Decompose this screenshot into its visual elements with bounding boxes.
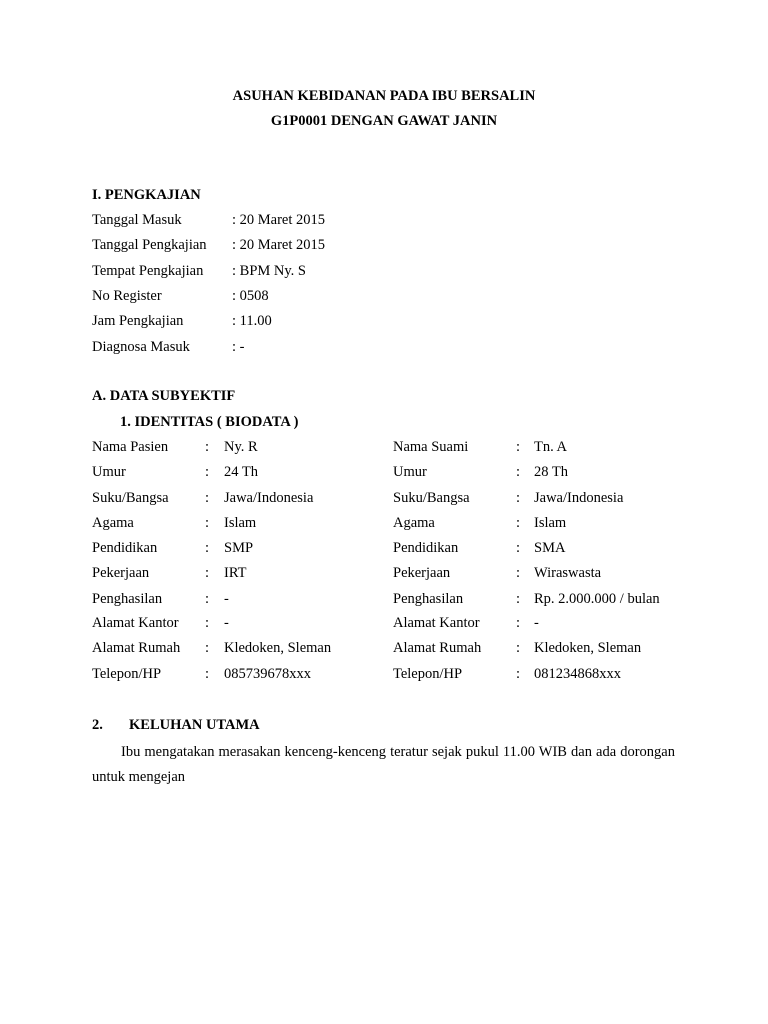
colon: : (205, 591, 210, 607)
section-data-subyektif-heading: A. DATA SUBYEKTIF (92, 388, 236, 404)
info-label: Tanggal Masuk (92, 212, 182, 228)
info-value: : 20 Maret 2015 (232, 212, 326, 228)
husband-value: Tn. A (534, 439, 568, 455)
colon: : (205, 515, 210, 531)
patient-label: Suku/Bangsa (92, 490, 169, 506)
patient-label: Agama (92, 515, 134, 531)
husband-label: Pekerjaan (393, 565, 451, 581)
colon: : (516, 565, 521, 581)
husband-value: Islam (534, 515, 567, 531)
subsection-identitas-heading: 1. IDENTITAS ( BIODATA ) (120, 414, 299, 430)
husband-label: Pendidikan (393, 540, 459, 556)
keluhan-number: 2. (92, 717, 103, 733)
patient-value: Kledoken, Sleman (224, 640, 332, 656)
patient-value: - (224, 591, 229, 607)
info-label: Diagnosa Masuk (92, 339, 190, 355)
colon: : (516, 666, 521, 682)
info-value: : 11.00 (232, 313, 272, 329)
patient-label: Alamat Rumah (92, 640, 181, 656)
colon: : (205, 540, 210, 556)
patient-label: Alamat Kantor (92, 615, 179, 631)
colon: : (205, 439, 210, 455)
patient-label: Umur (92, 464, 126, 480)
info-label: Tempat Pengkajian (92, 263, 204, 279)
document-subtitle: G1P0001 DENGAN GAWAT JANIN (270, 113, 498, 129)
info-label: Jam Pengkajian (92, 313, 184, 329)
husband-value: Kledoken, Sleman (534, 640, 642, 656)
colon: : (205, 565, 210, 581)
colon: : (516, 490, 521, 506)
colon: : (205, 666, 210, 682)
husband-value: Rp. 2.000.000 / bulan (534, 591, 660, 607)
husband-label: Agama (393, 515, 435, 531)
husband-value: - (534, 615, 539, 631)
husband-label: Alamat Rumah (393, 640, 482, 656)
patient-value: IRT (224, 565, 247, 581)
info-value: : - (232, 339, 245, 355)
colon: : (205, 464, 210, 480)
husband-value: 28 Th (534, 464, 568, 480)
patient-value: Islam (224, 515, 257, 531)
husband-label: Telepon/HP (393, 666, 463, 682)
document-title: ASUHAN KEBIDANAN PADA IBU BERSALIN (232, 88, 536, 104)
colon: : (516, 591, 521, 607)
patient-value: Jawa/Indonesia (224, 490, 314, 506)
colon: : (205, 490, 210, 506)
colon: : (516, 615, 521, 631)
husband-label: Alamat Kantor (393, 615, 480, 631)
keluhan-paragraph: Ibu mengatakan merasakan kenceng-kenceng teratur sejak pukul 11.00 WIB dan ada dorongan untuk mengejan (92, 744, 675, 785)
husband-label: Penghasilan (393, 591, 464, 607)
info-label: No Register (92, 288, 162, 304)
colon: : (205, 640, 210, 656)
patient-value: 085739678xxx (224, 666, 311, 682)
colon: : (516, 540, 521, 556)
patient-value: SMP (224, 540, 254, 556)
patient-label: Pekerjaan (92, 565, 150, 581)
husband-label: Umur (393, 464, 427, 480)
info-value: : 20 Maret 2015 (232, 237, 326, 253)
patient-value: Ny. R (224, 439, 258, 455)
keluhan-heading: KELUHAN UTAMA (129, 717, 260, 733)
husband-label: Nama Suami (393, 439, 469, 455)
section-pengkajian-heading: I. PENGKAJIAN (92, 187, 201, 203)
patient-label: Pendidikan (92, 540, 158, 556)
patient-value: - (224, 615, 229, 631)
info-label: Tanggal Pengkajian (92, 237, 207, 253)
husband-value: Wiraswasta (534, 565, 602, 581)
husband-label: Suku/Bangsa (393, 490, 470, 506)
info-value: : 0508 (232, 288, 269, 304)
patient-value: 24 Th (224, 464, 258, 480)
colon: : (516, 515, 521, 531)
info-value: : BPM Ny. S (232, 263, 307, 279)
colon: : (516, 640, 521, 656)
colon: : (205, 615, 210, 631)
husband-value: SMA (534, 540, 566, 556)
colon: : (516, 439, 521, 455)
patient-label: Telepon/HP (92, 666, 162, 682)
colon: : (516, 464, 521, 480)
husband-value: Jawa/Indonesia (534, 490, 624, 506)
husband-value: 081234868xxx (534, 666, 621, 682)
patient-label: Penghasilan (92, 591, 163, 607)
patient-label: Nama Pasien (92, 439, 169, 455)
